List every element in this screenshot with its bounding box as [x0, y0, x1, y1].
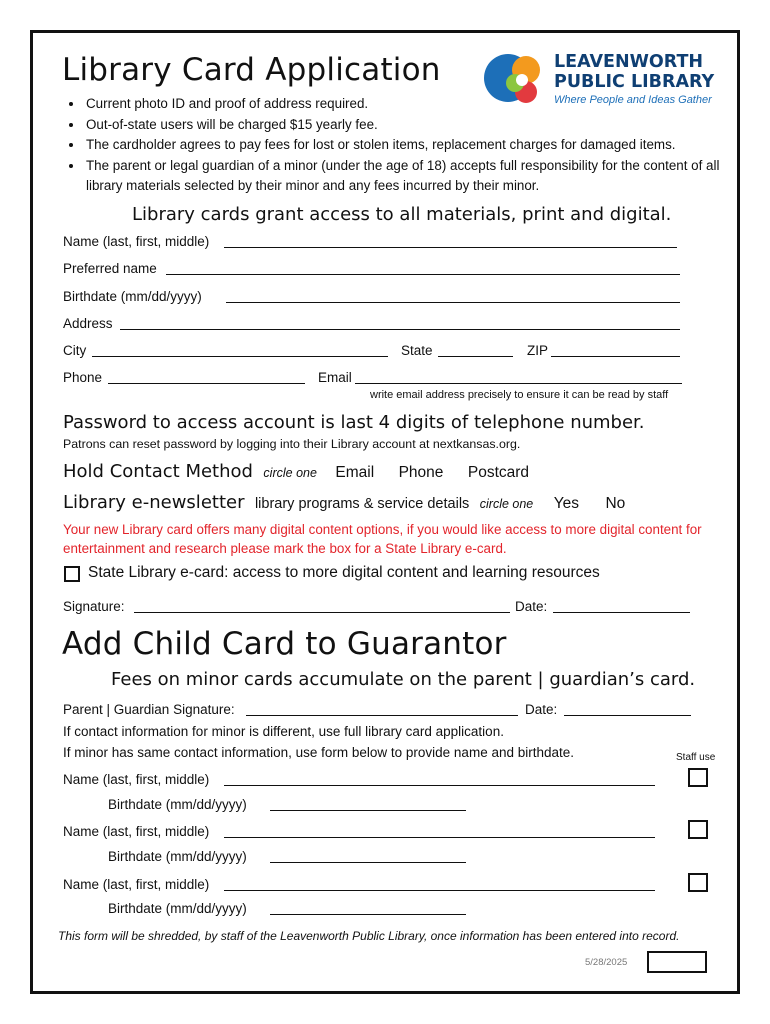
logo-tagline: Where People and Ideas Gather: [554, 94, 712, 106]
child-name-field[interactable]: [224, 890, 655, 891]
child-name-field[interactable]: [224, 785, 655, 786]
city-label: City: [63, 343, 87, 358]
state-field[interactable]: [438, 356, 513, 357]
staff-box[interactable]: [647, 951, 707, 973]
form-date: 5/28/2025: [585, 957, 628, 968]
staff-use-checkbox[interactable]: [688, 873, 708, 892]
hold-option-phone[interactable]: Phone: [398, 464, 444, 481]
logo-line-2: PUBLIC LIBRARY: [554, 72, 715, 92]
child-section-heading: Add Child Card to Guarantor: [62, 626, 507, 662]
child-birthdate-label: Birthdate (mm/dd/yyyy): [108, 901, 247, 916]
child-birthdate-label: Birthdate (mm/dd/yyyy): [108, 797, 247, 812]
child-birthdate-field[interactable]: [270, 810, 466, 811]
newsletter-desc: library programs & service details: [254, 496, 470, 512]
date-label: Date:: [515, 599, 548, 614]
access-heading: Library cards grant access to all materials, print and digital.: [132, 204, 672, 225]
guardian-signature-label: Parent | Guardian Signature:: [63, 702, 235, 717]
newsletter-hint: circle one: [479, 497, 534, 511]
staff-use-checkbox[interactable]: [688, 820, 708, 839]
state-ecard-checkbox[interactable]: [64, 566, 80, 582]
page-title: Library Card Application: [62, 52, 441, 88]
child-birthdate-field[interactable]: [270, 862, 466, 863]
child-name-label: Name (last, first, middle): [63, 772, 210, 787]
zip-field[interactable]: [551, 356, 680, 357]
name-label: Name (last, first, middle): [63, 234, 210, 249]
phone-field[interactable]: [108, 383, 305, 384]
name-field[interactable]: [224, 247, 677, 248]
child-note-1: If contact information for minor is different, use full library card application.: [63, 724, 504, 739]
requirement-item: • The parent or legal guardian of a minor (under the age of 18) accepts full responsibility for the content of all library materials selected by their minor and any fees incurred by their minor.: [84, 156, 724, 197]
hold-contact-hint: circle one: [263, 466, 317, 480]
hold-contact-row: [63, 461, 529, 482]
email-label: Email: [318, 370, 352, 385]
preferred-name-field[interactable]: [166, 274, 680, 275]
email-field[interactable]: [355, 383, 682, 384]
newsletter-option-yes[interactable]: Yes: [553, 495, 579, 512]
child-note-2: If minor has same contact information, use form below to provide name and birthdate.: [63, 745, 575, 760]
requirements-list: [64, 94, 724, 197]
child-birthdate-label: Birthdate (mm/dd/yyyy): [108, 849, 247, 864]
staff-use-label: Staff use: [676, 752, 716, 763]
birthdate-field[interactable]: [226, 302, 680, 303]
guardian-signature-field[interactable]: [246, 715, 518, 716]
child-name-label: Name (last, first, middle): [63, 877, 210, 892]
preferred-name-label: Preferred name: [63, 261, 157, 276]
zip-label: ZIP: [527, 343, 549, 358]
birthdate-label: Birthdate (mm/dd/yyyy): [63, 289, 202, 304]
newsletter-label: Library e-newsletter: [63, 492, 245, 513]
requirement-item: • The cardholder agrees to pay fees for lost or stolen items, replacement charges for damaged items.: [84, 135, 724, 156]
city-field[interactable]: [92, 356, 388, 357]
state-label: State: [401, 343, 433, 358]
guardian-date-label: Date:: [525, 702, 558, 717]
signature-field[interactable]: [134, 612, 510, 613]
child-birthdate-field[interactable]: [270, 914, 466, 915]
hold-option-postcard[interactable]: Postcard: [467, 464, 530, 481]
child-name-field[interactable]: [224, 837, 655, 838]
shred-note: This form will be shredded, by staff of the Leavenworth Public Library, once information has been entered into record.: [58, 929, 680, 943]
logo-line-1: LEAVENWORTH: [554, 52, 704, 72]
signature-label: Signature:: [63, 599, 125, 614]
child-subheading: Fees on minor cards accumulate on the parent | guardian’s card.: [111, 669, 696, 690]
newsletter-row: [63, 492, 625, 513]
address-field[interactable]: [120, 329, 680, 330]
child-name-label: Name (last, first, middle): [63, 824, 210, 839]
password-heading: Password to access account is last 4 digits of telephone number.: [63, 412, 645, 433]
email-note: write email address precisely to ensure it can be read by staff: [370, 389, 669, 401]
digital-notice: Your new Library card offers many digital content options, if you would like access to more digital content for entertainment and research please mark the box for a State Library e-card.: [63, 522, 702, 556]
requirement-item: • Out-of-state users will be charged $15 yearly fee.: [84, 115, 724, 136]
staff-use-checkbox[interactable]: [688, 768, 708, 787]
date-field[interactable]: [553, 612, 690, 613]
newsletter-option-no[interactable]: No: [605, 495, 626, 512]
address-label: Address: [63, 316, 113, 331]
password-note: Patrons can reset password by logging into their Library account at nextkansas.org.: [63, 437, 521, 451]
hold-contact-label: Hold Contact Method: [63, 461, 253, 482]
phone-label: Phone: [63, 370, 103, 385]
requirement-item: • Current photo ID and proof of address required.: [84, 94, 724, 115]
hold-option-email[interactable]: Email: [335, 464, 375, 481]
guardian-date-field[interactable]: [564, 715, 691, 716]
state-ecard-label: State Library e-card: access to more digital content and learning resources: [88, 564, 600, 581]
